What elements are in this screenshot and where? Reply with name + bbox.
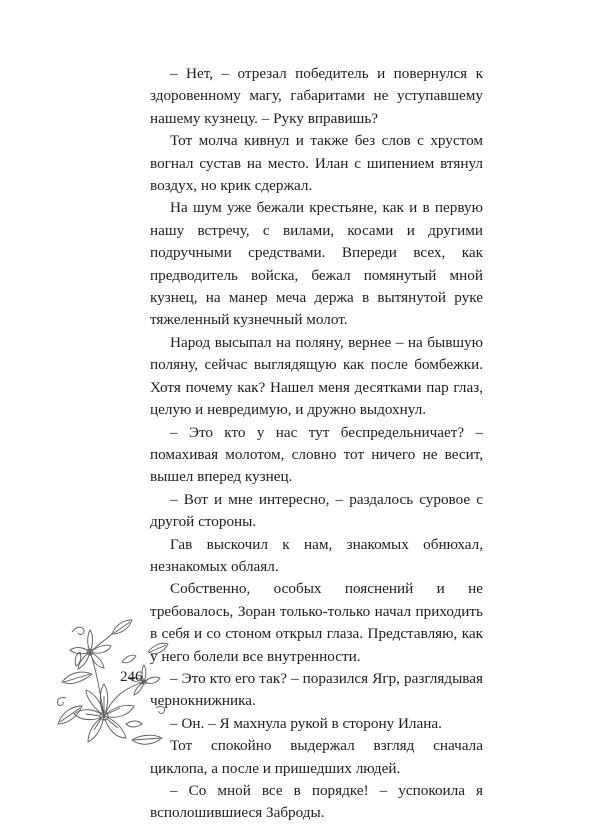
paragraph-4: Народ высыпал на поляну, вернее – на бывшую поляну, сейчас выглядящую как после бомбежки. Хотя почему как? Нашел меня десятками пар глаз, целую и невредимую, и дружно выдохнул. xyxy=(150,333,483,419)
paragraph-1: – Нет, – отрезал победитель и повернулся к здоровенному магу, габаритами не уступавшему нашему кузнецу. – Руку вправишь? xyxy=(150,65,483,127)
paragraph-6: – Вот и мне интересно, – раздалось суровое с другой стороны. xyxy=(150,490,483,531)
paragraph-11: Тот спокойно выдержал взгляд сначала циклопа, а после и пришедших людей. xyxy=(150,737,483,777)
paragraph-7: Гав выскочил к нам, знакомых обнюхал, незнакомых облаял. xyxy=(150,535,483,575)
paragraph-10: – Он. – Я махнула рукой в сторону Илана. xyxy=(170,714,442,732)
page-number: 246 xyxy=(120,669,143,685)
paragraph-2: Тот молча кивнул и также без слов с хрустом вогнал сустав на место. Илан с шипением втянул воздух, но крик сдержал. xyxy=(150,132,483,195)
paragraph-8: Собственно, особых пояснений и не требовалось, Зоран только-только начал приходить в себя и со стоном открыл глаза. Представляю, как у него болели все внутренности. xyxy=(150,580,483,665)
text-block xyxy=(150,63,483,825)
paragraph-12: – Со мной все в порядке! – успокоила я всполошившиеся Заброды. xyxy=(150,782,483,822)
paragraph-9: – Это кто его так? – поразился Ягр, разглядывая чернокнижника. xyxy=(150,669,483,710)
paragraph-5: – Это кто у нас тут беспредельничает? – помахивая молотом, словно тот ничего не весит, вышел вперед кузнец. xyxy=(150,423,483,486)
paragraph-3: На шум уже бежали крестьяне, как и в первую нашу встречу, с вилами, косами и другими подручными средствами. Впереди всех, как предводитель войска, бежал помянутый мной кузнец, на манер меча держа в вытянутой руке тяжеленный кузнечный молот. xyxy=(150,199,483,329)
